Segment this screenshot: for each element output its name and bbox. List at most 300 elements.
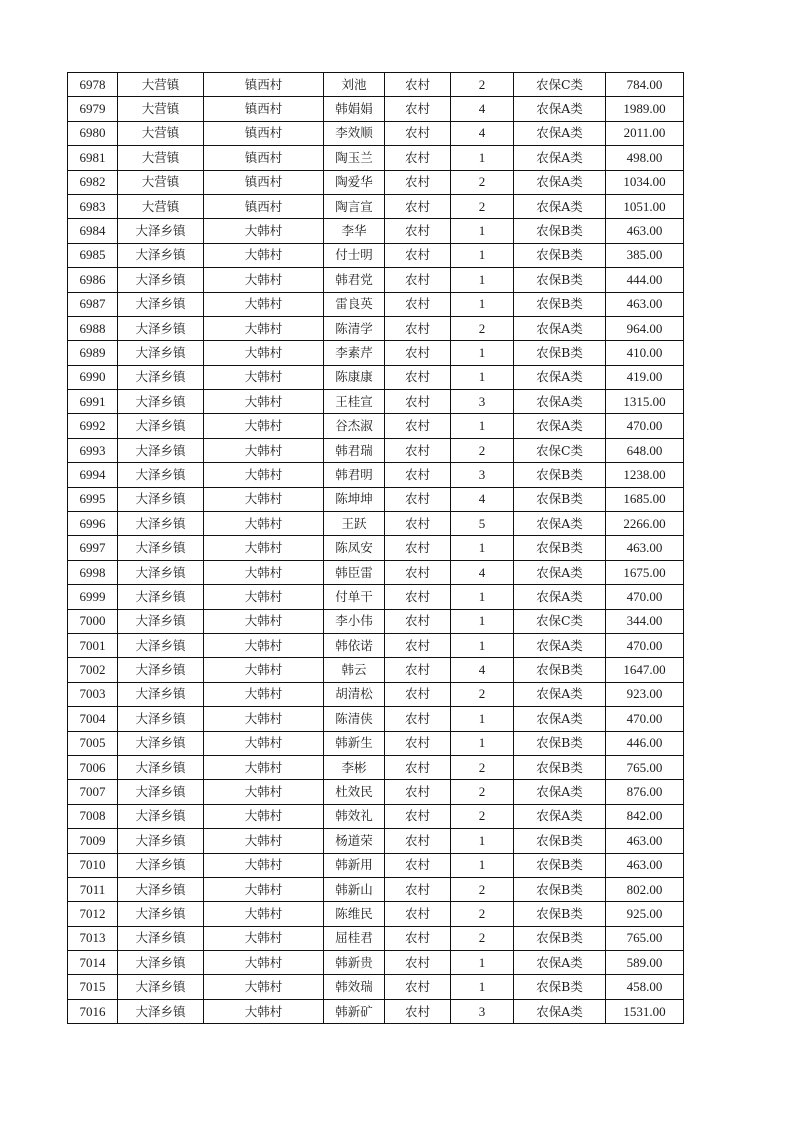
cell-id: 6991 [68, 390, 118, 414]
cell-category: 农保A类 [514, 146, 606, 170]
cell-type: 农村 [385, 755, 451, 779]
cell-village: 大韩村 [204, 951, 324, 975]
cell-village: 大韩村 [204, 365, 324, 389]
cell-id: 6978 [68, 73, 118, 97]
table-row [68, 512, 684, 536]
cell-id: 6995 [68, 487, 118, 511]
cell-village: 大韩村 [204, 853, 324, 877]
cell-town: 大泽乡镇 [118, 560, 204, 584]
cell-type: 农村 [385, 170, 451, 194]
cell-count: 5 [451, 512, 514, 536]
cell-category: 农保A类 [514, 365, 606, 389]
cell-id: 6990 [68, 365, 118, 389]
cell-town: 大泽乡镇 [118, 292, 204, 316]
cell-category: 农保C类 [514, 438, 606, 462]
cell-amount: 344.00 [606, 609, 684, 633]
cell-count: 2 [451, 780, 514, 804]
cell-type: 农村 [385, 97, 451, 121]
cell-town: 大泽乡镇 [118, 438, 204, 462]
cell-id: 7009 [68, 829, 118, 853]
cell-category: 农保B类 [514, 755, 606, 779]
cell-category: 农保B类 [514, 902, 606, 926]
cell-name: 韩臣雷 [324, 560, 385, 584]
cell-category: 农保A类 [514, 804, 606, 828]
cell-amount: 470.00 [606, 707, 684, 731]
cell-type: 农村 [385, 951, 451, 975]
cell-amount: 470.00 [606, 585, 684, 609]
cell-count: 1 [451, 975, 514, 999]
cell-name: 雷良英 [324, 292, 385, 316]
cell-amount: 765.00 [606, 755, 684, 779]
cell-type: 农村 [385, 73, 451, 97]
cell-id: 6999 [68, 585, 118, 609]
table-row [68, 804, 684, 828]
cell-category: 农保A类 [514, 999, 606, 1023]
table-row [68, 975, 684, 999]
table-row [68, 438, 684, 462]
cell-count: 2 [451, 877, 514, 901]
cell-town: 大泽乡镇 [118, 951, 204, 975]
table-row [68, 829, 684, 853]
cell-type: 农村 [385, 780, 451, 804]
cell-amount: 410.00 [606, 341, 684, 365]
cell-village: 大韩村 [204, 902, 324, 926]
cell-type: 农村 [385, 438, 451, 462]
cell-category: 农保B类 [514, 926, 606, 950]
table-row [68, 365, 684, 389]
cell-category: 农保B类 [514, 341, 606, 365]
cell-name: 韩依诺 [324, 633, 385, 657]
cell-village: 大韩村 [204, 877, 324, 901]
cell-amount: 2011.00 [606, 121, 684, 145]
cell-amount: 463.00 [606, 219, 684, 243]
cell-id: 6997 [68, 536, 118, 560]
cell-village: 镇西村 [204, 73, 324, 97]
cell-id: 7000 [68, 609, 118, 633]
cell-village: 大韩村 [204, 975, 324, 999]
cell-name: 韩新生 [324, 731, 385, 755]
cell-id: 7013 [68, 926, 118, 950]
cell-name: 韩新矿 [324, 999, 385, 1023]
cell-name: 杜效民 [324, 780, 385, 804]
cell-category: 农保B类 [514, 877, 606, 901]
cell-town: 大泽乡镇 [118, 633, 204, 657]
cell-town: 大泽乡镇 [118, 804, 204, 828]
cell-village: 大韩村 [204, 682, 324, 706]
cell-id: 7015 [68, 975, 118, 999]
cell-count: 1 [451, 829, 514, 853]
cell-category: 农保B类 [514, 292, 606, 316]
table-row [68, 999, 684, 1023]
cell-name: 王跃 [324, 512, 385, 536]
cell-town: 大泽乡镇 [118, 390, 204, 414]
cell-amount: 463.00 [606, 536, 684, 560]
cell-name: 韩新用 [324, 853, 385, 877]
cell-id: 6986 [68, 268, 118, 292]
cell-name: 陶爱华 [324, 170, 385, 194]
cell-name: 陈康康 [324, 365, 385, 389]
cell-village: 大韩村 [204, 268, 324, 292]
cell-type: 农村 [385, 585, 451, 609]
table-row [68, 414, 684, 438]
table-row [68, 658, 684, 682]
cell-town: 大泽乡镇 [118, 341, 204, 365]
cell-id: 7006 [68, 755, 118, 779]
cell-id: 6983 [68, 194, 118, 218]
cell-count: 2 [451, 194, 514, 218]
cell-name: 韩云 [324, 658, 385, 682]
cell-count: 1 [451, 633, 514, 657]
cell-category: 农保A类 [514, 390, 606, 414]
cell-town: 大泽乡镇 [118, 487, 204, 511]
cell-town: 大泽乡镇 [118, 658, 204, 682]
cell-category: 农保A类 [514, 780, 606, 804]
cell-count: 2 [451, 682, 514, 706]
cell-village: 大韩村 [204, 804, 324, 828]
cell-amount: 964.00 [606, 316, 684, 340]
cell-amount: 1034.00 [606, 170, 684, 194]
cell-amount: 419.00 [606, 365, 684, 389]
cell-type: 农村 [385, 804, 451, 828]
table-row [68, 731, 684, 755]
cell-type: 农村 [385, 512, 451, 536]
table-row [68, 926, 684, 950]
cell-type: 农村 [385, 658, 451, 682]
cell-id: 6984 [68, 219, 118, 243]
table-row [68, 194, 684, 218]
cell-count: 4 [451, 121, 514, 145]
cell-category: 农保A类 [514, 414, 606, 438]
cell-name: 韩君党 [324, 268, 385, 292]
cell-category: 农保A类 [514, 170, 606, 194]
cell-amount: 784.00 [606, 73, 684, 97]
cell-amount: 498.00 [606, 146, 684, 170]
cell-count: 1 [451, 219, 514, 243]
cell-type: 农村 [385, 121, 451, 145]
cell-count: 1 [451, 951, 514, 975]
cell-id: 6993 [68, 438, 118, 462]
cell-category: 农保B类 [514, 487, 606, 511]
cell-category: 农保B类 [514, 463, 606, 487]
cell-type: 农村 [385, 316, 451, 340]
cell-village: 大韩村 [204, 658, 324, 682]
cell-amount: 458.00 [606, 975, 684, 999]
cell-category: 农保B类 [514, 219, 606, 243]
cell-count: 3 [451, 999, 514, 1023]
cell-amount: 446.00 [606, 731, 684, 755]
cell-village: 大韩村 [204, 316, 324, 340]
table-row [68, 755, 684, 779]
cell-village: 大韩村 [204, 536, 324, 560]
cell-amount: 470.00 [606, 633, 684, 657]
cell-town: 大泽乡镇 [118, 877, 204, 901]
cell-town: 大泽乡镇 [118, 853, 204, 877]
table-row [68, 390, 684, 414]
cell-town: 大泽乡镇 [118, 219, 204, 243]
cell-category: 农保A类 [514, 585, 606, 609]
table-row [68, 707, 684, 731]
cell-count: 2 [451, 902, 514, 926]
cell-id: 7002 [68, 658, 118, 682]
cell-town: 大泽乡镇 [118, 829, 204, 853]
cell-count: 1 [451, 536, 514, 560]
cell-name: 李效顺 [324, 121, 385, 145]
cell-category: 农保B类 [514, 268, 606, 292]
table-row [68, 463, 684, 487]
table-row [68, 97, 684, 121]
cell-amount: 802.00 [606, 877, 684, 901]
cell-amount: 1675.00 [606, 560, 684, 584]
cell-category: 农保B类 [514, 243, 606, 267]
cell-type: 农村 [385, 219, 451, 243]
cell-name: 刘池 [324, 73, 385, 97]
cell-id: 6994 [68, 463, 118, 487]
cell-village: 镇西村 [204, 194, 324, 218]
table-row [68, 682, 684, 706]
table-row [68, 121, 684, 145]
cell-name: 韩娟娟 [324, 97, 385, 121]
cell-id: 7007 [68, 780, 118, 804]
cell-village: 大韩村 [204, 829, 324, 853]
cell-type: 农村 [385, 731, 451, 755]
cell-name: 李素芹 [324, 341, 385, 365]
cell-type: 农村 [385, 146, 451, 170]
cell-village: 大韩村 [204, 707, 324, 731]
cell-village: 大韩村 [204, 755, 324, 779]
cell-village: 大韩村 [204, 512, 324, 536]
cell-type: 农村 [385, 341, 451, 365]
cell-category: 农保B类 [514, 658, 606, 682]
cell-town: 大泽乡镇 [118, 780, 204, 804]
table-row [68, 585, 684, 609]
cell-town: 大营镇 [118, 194, 204, 218]
cell-count: 1 [451, 853, 514, 877]
cell-amount: 463.00 [606, 853, 684, 877]
cell-type: 农村 [385, 390, 451, 414]
cell-name: 韩新山 [324, 877, 385, 901]
cell-village: 镇西村 [204, 121, 324, 145]
cell-village: 大韩村 [204, 926, 324, 950]
cell-village: 大韩村 [204, 999, 324, 1023]
cell-count: 4 [451, 487, 514, 511]
cell-id: 6989 [68, 341, 118, 365]
cell-village: 大韩村 [204, 243, 324, 267]
data-table [67, 72, 684, 1024]
table-row [68, 243, 684, 267]
cell-village: 大韩村 [204, 414, 324, 438]
cell-id: 7014 [68, 951, 118, 975]
cell-village: 大韩村 [204, 560, 324, 584]
cell-count: 2 [451, 316, 514, 340]
cell-name: 陈清学 [324, 316, 385, 340]
cell-type: 农村 [385, 853, 451, 877]
cell-id: 6992 [68, 414, 118, 438]
cell-category: 农保B类 [514, 829, 606, 853]
cell-type: 农村 [385, 707, 451, 731]
cell-type: 农村 [385, 487, 451, 511]
table-row [68, 877, 684, 901]
cell-village: 大韩村 [204, 780, 324, 804]
cell-count: 1 [451, 243, 514, 267]
cell-count: 4 [451, 658, 514, 682]
table-row [68, 853, 684, 877]
cell-amount: 923.00 [606, 682, 684, 706]
cell-type: 农村 [385, 999, 451, 1023]
cell-id: 7008 [68, 804, 118, 828]
cell-amount: 1647.00 [606, 658, 684, 682]
cell-type: 农村 [385, 926, 451, 950]
table-row [68, 341, 684, 365]
table-row [68, 951, 684, 975]
cell-amount: 385.00 [606, 243, 684, 267]
cell-id: 7005 [68, 731, 118, 755]
cell-count: 3 [451, 463, 514, 487]
table-body [68, 73, 684, 1024]
cell-name: 李小伟 [324, 609, 385, 633]
cell-id: 7012 [68, 902, 118, 926]
cell-count: 3 [451, 390, 514, 414]
cell-category: 农保A类 [514, 560, 606, 584]
cell-type: 农村 [385, 268, 451, 292]
cell-category: 农保B类 [514, 853, 606, 877]
cell-amount: 444.00 [606, 268, 684, 292]
cell-name: 韩效瑞 [324, 975, 385, 999]
cell-count: 2 [451, 170, 514, 194]
cell-type: 农村 [385, 536, 451, 560]
cell-name: 胡清松 [324, 682, 385, 706]
table-row [68, 487, 684, 511]
cell-id: 7003 [68, 682, 118, 706]
cell-count: 4 [451, 560, 514, 584]
cell-amount: 1051.00 [606, 194, 684, 218]
cell-amount: 470.00 [606, 414, 684, 438]
cell-name: 陈维民 [324, 902, 385, 926]
cell-town: 大泽乡镇 [118, 316, 204, 340]
cell-id: 6982 [68, 170, 118, 194]
cell-name: 韩新贵 [324, 951, 385, 975]
cell-village: 镇西村 [204, 146, 324, 170]
cell-town: 大泽乡镇 [118, 463, 204, 487]
cell-amount: 1315.00 [606, 390, 684, 414]
cell-amount: 925.00 [606, 902, 684, 926]
cell-id: 6980 [68, 121, 118, 145]
cell-count: 4 [451, 97, 514, 121]
cell-count: 1 [451, 707, 514, 731]
cell-type: 农村 [385, 243, 451, 267]
cell-town: 大泽乡镇 [118, 365, 204, 389]
table-row [68, 73, 684, 97]
cell-id: 6998 [68, 560, 118, 584]
cell-name: 屈桂君 [324, 926, 385, 950]
table-row [68, 902, 684, 926]
cell-name: 付单干 [324, 585, 385, 609]
cell-amount: 463.00 [606, 292, 684, 316]
cell-id: 6987 [68, 292, 118, 316]
cell-category: 农保A类 [514, 512, 606, 536]
cell-category: 农保A类 [514, 633, 606, 657]
cell-id: 7011 [68, 877, 118, 901]
cell-village: 大韩村 [204, 731, 324, 755]
cell-town: 大营镇 [118, 73, 204, 97]
cell-name: 陈凤安 [324, 536, 385, 560]
cell-type: 农村 [385, 682, 451, 706]
cell-amount: 765.00 [606, 926, 684, 950]
cell-category: 农保A类 [514, 682, 606, 706]
cell-category: 农保B类 [514, 731, 606, 755]
cell-name: 陈清侠 [324, 707, 385, 731]
cell-category: 农保A类 [514, 121, 606, 145]
cell-name: 韩效礼 [324, 804, 385, 828]
cell-count: 1 [451, 365, 514, 389]
cell-count: 2 [451, 755, 514, 779]
cell-category: 农保A类 [514, 951, 606, 975]
cell-type: 农村 [385, 560, 451, 584]
cell-id: 7001 [68, 633, 118, 657]
cell-count: 1 [451, 609, 514, 633]
cell-amount: 648.00 [606, 438, 684, 462]
cell-name: 王桂宣 [324, 390, 385, 414]
cell-name: 李华 [324, 219, 385, 243]
cell-count: 1 [451, 341, 514, 365]
cell-amount: 1685.00 [606, 487, 684, 511]
cell-count: 2 [451, 804, 514, 828]
cell-town: 大泽乡镇 [118, 585, 204, 609]
cell-town: 大泽乡镇 [118, 536, 204, 560]
cell-village: 大韩村 [204, 463, 324, 487]
cell-category: 农保A类 [514, 707, 606, 731]
cell-town: 大营镇 [118, 170, 204, 194]
cell-id: 6985 [68, 243, 118, 267]
cell-category: 农保B类 [514, 975, 606, 999]
cell-category: 农保C类 [514, 609, 606, 633]
cell-count: 1 [451, 585, 514, 609]
cell-type: 农村 [385, 609, 451, 633]
cell-type: 农村 [385, 877, 451, 901]
cell-name: 韩君明 [324, 463, 385, 487]
table-row [68, 146, 684, 170]
cell-town: 大泽乡镇 [118, 926, 204, 950]
cell-category: 农保A类 [514, 194, 606, 218]
cell-amount: 876.00 [606, 780, 684, 804]
cell-count: 1 [451, 414, 514, 438]
cell-village: 大韩村 [204, 390, 324, 414]
cell-village: 镇西村 [204, 170, 324, 194]
cell-name: 杨道荣 [324, 829, 385, 853]
cell-category: 农保A类 [514, 316, 606, 340]
cell-type: 农村 [385, 463, 451, 487]
table-row [68, 292, 684, 316]
cell-town: 大营镇 [118, 97, 204, 121]
cell-town: 大泽乡镇 [118, 682, 204, 706]
cell-town: 大营镇 [118, 121, 204, 145]
cell-count: 1 [451, 146, 514, 170]
table-row [68, 219, 684, 243]
cell-count: 2 [451, 438, 514, 462]
cell-village: 镇西村 [204, 97, 324, 121]
cell-type: 农村 [385, 292, 451, 316]
cell-town: 大泽乡镇 [118, 609, 204, 633]
cell-type: 农村 [385, 829, 451, 853]
cell-village: 大韩村 [204, 633, 324, 657]
cell-count: 2 [451, 73, 514, 97]
cell-id: 6996 [68, 512, 118, 536]
cell-amount: 463.00 [606, 829, 684, 853]
cell-type: 农村 [385, 414, 451, 438]
cell-town: 大泽乡镇 [118, 414, 204, 438]
cell-count: 1 [451, 292, 514, 316]
cell-town: 大泽乡镇 [118, 975, 204, 999]
cell-id: 6981 [68, 146, 118, 170]
